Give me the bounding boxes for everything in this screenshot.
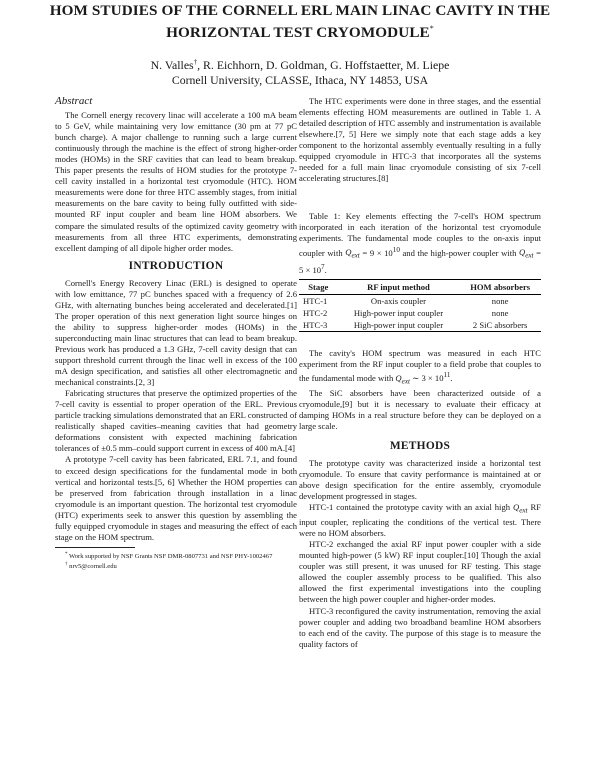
table-cell: High-power input coupler: [338, 319, 460, 332]
author-list: , R. Eichhorn, D. Goldman, G. Hoffstaetter, M. Liepe: [197, 57, 450, 72]
table-row: [299, 295, 541, 308]
footnote-1-mark: *: [65, 551, 68, 557]
table-cell: none: [491, 307, 509, 318]
author-footnote-mark: †: [193, 58, 198, 66]
table-cell: HTC-3: [299, 319, 338, 332]
methods-heading: METHODS: [389, 440, 451, 453]
title-line-1: HOM STUDIES OF THE CORNELL ERL MAIN LINAC CAVITY IN THE: [49, 2, 551, 19]
table-cell: On-axis coupler: [370, 295, 427, 306]
title-line-2: HORIZONTAL TEST CRYOMODULE: [166, 24, 430, 42]
footnote-1: * Work supported by NSF Grants NSF DMR-0807731 and NSF PHY-1002467: [65, 551, 273, 561]
intro-paragraph-3: A prototype 7-cell cavity has been fabricated, ERL 7.1, and found to exceed design specifications for the fundamental mode in both vertical and horizontal tests.[5, 6] Whether the HOM properties can be preserved from fabrication through installation in a linac cryomodule is an important question. The horizontal test cryomodule (HTC) experiments seek to answer this question by assembling the fully equipped cryomodule in stages and measuring the effect of each stage on the HOM spectrum.: [55, 454, 297, 542]
affiliation: Cornell University, CLASSE, Ithaca, NY 14853, USA: [171, 72, 429, 87]
right-column: [299, 96, 541, 650]
methods-paragraph-3: HTC-2 exchanged the axial RF input power coupler with a side mounted high-power (5 kW) RF input coupler.[10] Though the axial coupler was still present, it was unused for RF testing. This stage allowed the coupler assembly process to be qualified. This also allowed the first experimental investigations into the coupling between the high power coupler and higher-order modes.: [299, 539, 541, 605]
footnote-rule: [55, 547, 135, 548]
introduction-heading: INTRODUCTION: [128, 259, 224, 272]
table-cell: High-power input coupler: [353, 307, 444, 318]
methods-paragraph-4: HTC-3 reconfigured the cavity instrumentation, removing the axial power coupler and adding two broadband beamline HOM absorbers to each end of the cavity. The purpose of this stage is to measure the quality factors of: [299, 605, 541, 649]
table-cell: 2 SiC absorbers: [459, 319, 541, 332]
table-cell: HTC-1: [303, 295, 328, 306]
htc-overview-paragraph: The HTC experiments were done in three stages, and the essential elements effecting HOM measurements are outlined in Table 1. A detailed description of HTC assembly and instrumentation is available elsewhere.[7, 5] Here we simply note that each stage adds a key component to the horizontal assembly eventually resulting in a fully equipped cryomodule in HTC-3 that incorporates all the systems needed for a full main linac cryomodule consisting of six 7-cell accelerating structures.[8]: [299, 96, 541, 184]
table-header-stage: Stage: [299, 280, 338, 295]
hom-spectrum-paragraph: The cavity's HOM spectrum was measured in each HTC experiment from the RF input coupler to a field probe that couples to the fundamental mode with $Q_{ext}$ ∼ $3 \times 10^{11}$.: [299, 348, 541, 386]
footnote-2-mark: †: [65, 562, 68, 568]
footnote-2: † nrv5@cornell.edu: [65, 562, 117, 571]
sic-absorbers-paragraph: The SiC absorbers have been characterized outside of a cryomodule,[9] but it is necessary to evaluate their efficacy at damping HOMs in a real structure before they can be deployed on a large scale.: [299, 387, 541, 432]
table-row: [299, 319, 541, 332]
intro-paragraph-1: Cornell's Energy Recovery Linac (ERL) is designed to operate with low emittance, 77 pC bunches spaced with a frequency of 2.6 GHz, with alternating bunches being accelerated and decelerated.[1] The proper operation of this next generation light source hinges on the ability to suppress higher-order modes (HOMs) in the superconducting main linac structures that can lead to beam breakup. Previous work has produced a 1.3 GHz, 7-cell cavity design that can support threshold current through the linac well in excess of the 100 mA design specification, and satisfies all other electromagnetic and mechanical constraints.[2, 3]: [55, 277, 297, 388]
table-header-row: [299, 280, 541, 295]
methods-paragraph-2: HTC-1 contained the prototype cavity with an axial high $Q_{ext}$ RF input coupler, replicating the conditions of the vertical test. There were no HOM absorbers.: [299, 502, 541, 539]
author-first: N. Valles: [150, 57, 194, 72]
abstract-heading: Abstract: [55, 95, 93, 107]
table-row: [299, 307, 541, 319]
table-1-caption: Table 1: Key elements effecting the 7-cell's HOM spectrum incorporated in each iteration of the horizontal test cryomodule experiments. The fundamental mode couples to the on-axis input coupler with $Q_{ext} = 9 \times 10^{10}$ and the high-power coupler with $Q_{ext} = 5 \times 10^7$.: [299, 211, 541, 275]
author-block: [40, 55, 560, 88]
table-cell: none: [491, 295, 509, 306]
paper-title: [40, 2, 560, 42]
table-header-rf-input: RF input method: [338, 280, 460, 295]
methods-paragraph-1: The prototype cavity was characterized inside a horizontal test cryomodule. To ensure that cavity performance is maintained at or above design specification for the entire assembly, cryomodule development progressed in stages.: [299, 458, 541, 502]
abstract-text: The Cornell energy recovery linac will accelerate a 100 mA beam to 5 GeV, while maintaining very low emittance (30 pm at 77 pC bunch charge). A major challenge to running such a large current continuously through the machine is the effect of strong higher-order modes (HOMs) in the SRF cavities that can lead to beam breakup. This paper presents the results of HOM studies for the prototype 7-cell cavity installed in a horizontal test cryomodule (HTC). HOM measurements were done for three HTC assembly stages, from initial measurements on the bare cavity to being fully outfitted with side-mounted RF input coupler and beam line HOM absorbers. We compare the simulated results of the optimized cavity geometry with measurements from all three HTC experiments, demonstrating excellent damping of all dipole higher order modes.: [55, 110, 297, 253]
table-cell: HTC-2: [303, 307, 328, 318]
intro-paragraph-2: Fabricating structures that preserve the optimized properties of the 7-cell cavity is essential to proper operation of the ERL. Previous particle tracking simulations demonstrated that an ERL constructed of realistically shaped cavities–meaning cavities that had geometry deformations consistent with expected machining fabrication tolerances of ±0.5 mm–could support current in excess of 400 mA.[4]: [55, 388, 297, 454]
table-header-hom-absorbers: HOM absorbers: [459, 280, 541, 295]
table-1: [299, 279, 541, 332]
title-footnote-mark: *: [429, 24, 434, 33]
left-column: [55, 96, 297, 571]
